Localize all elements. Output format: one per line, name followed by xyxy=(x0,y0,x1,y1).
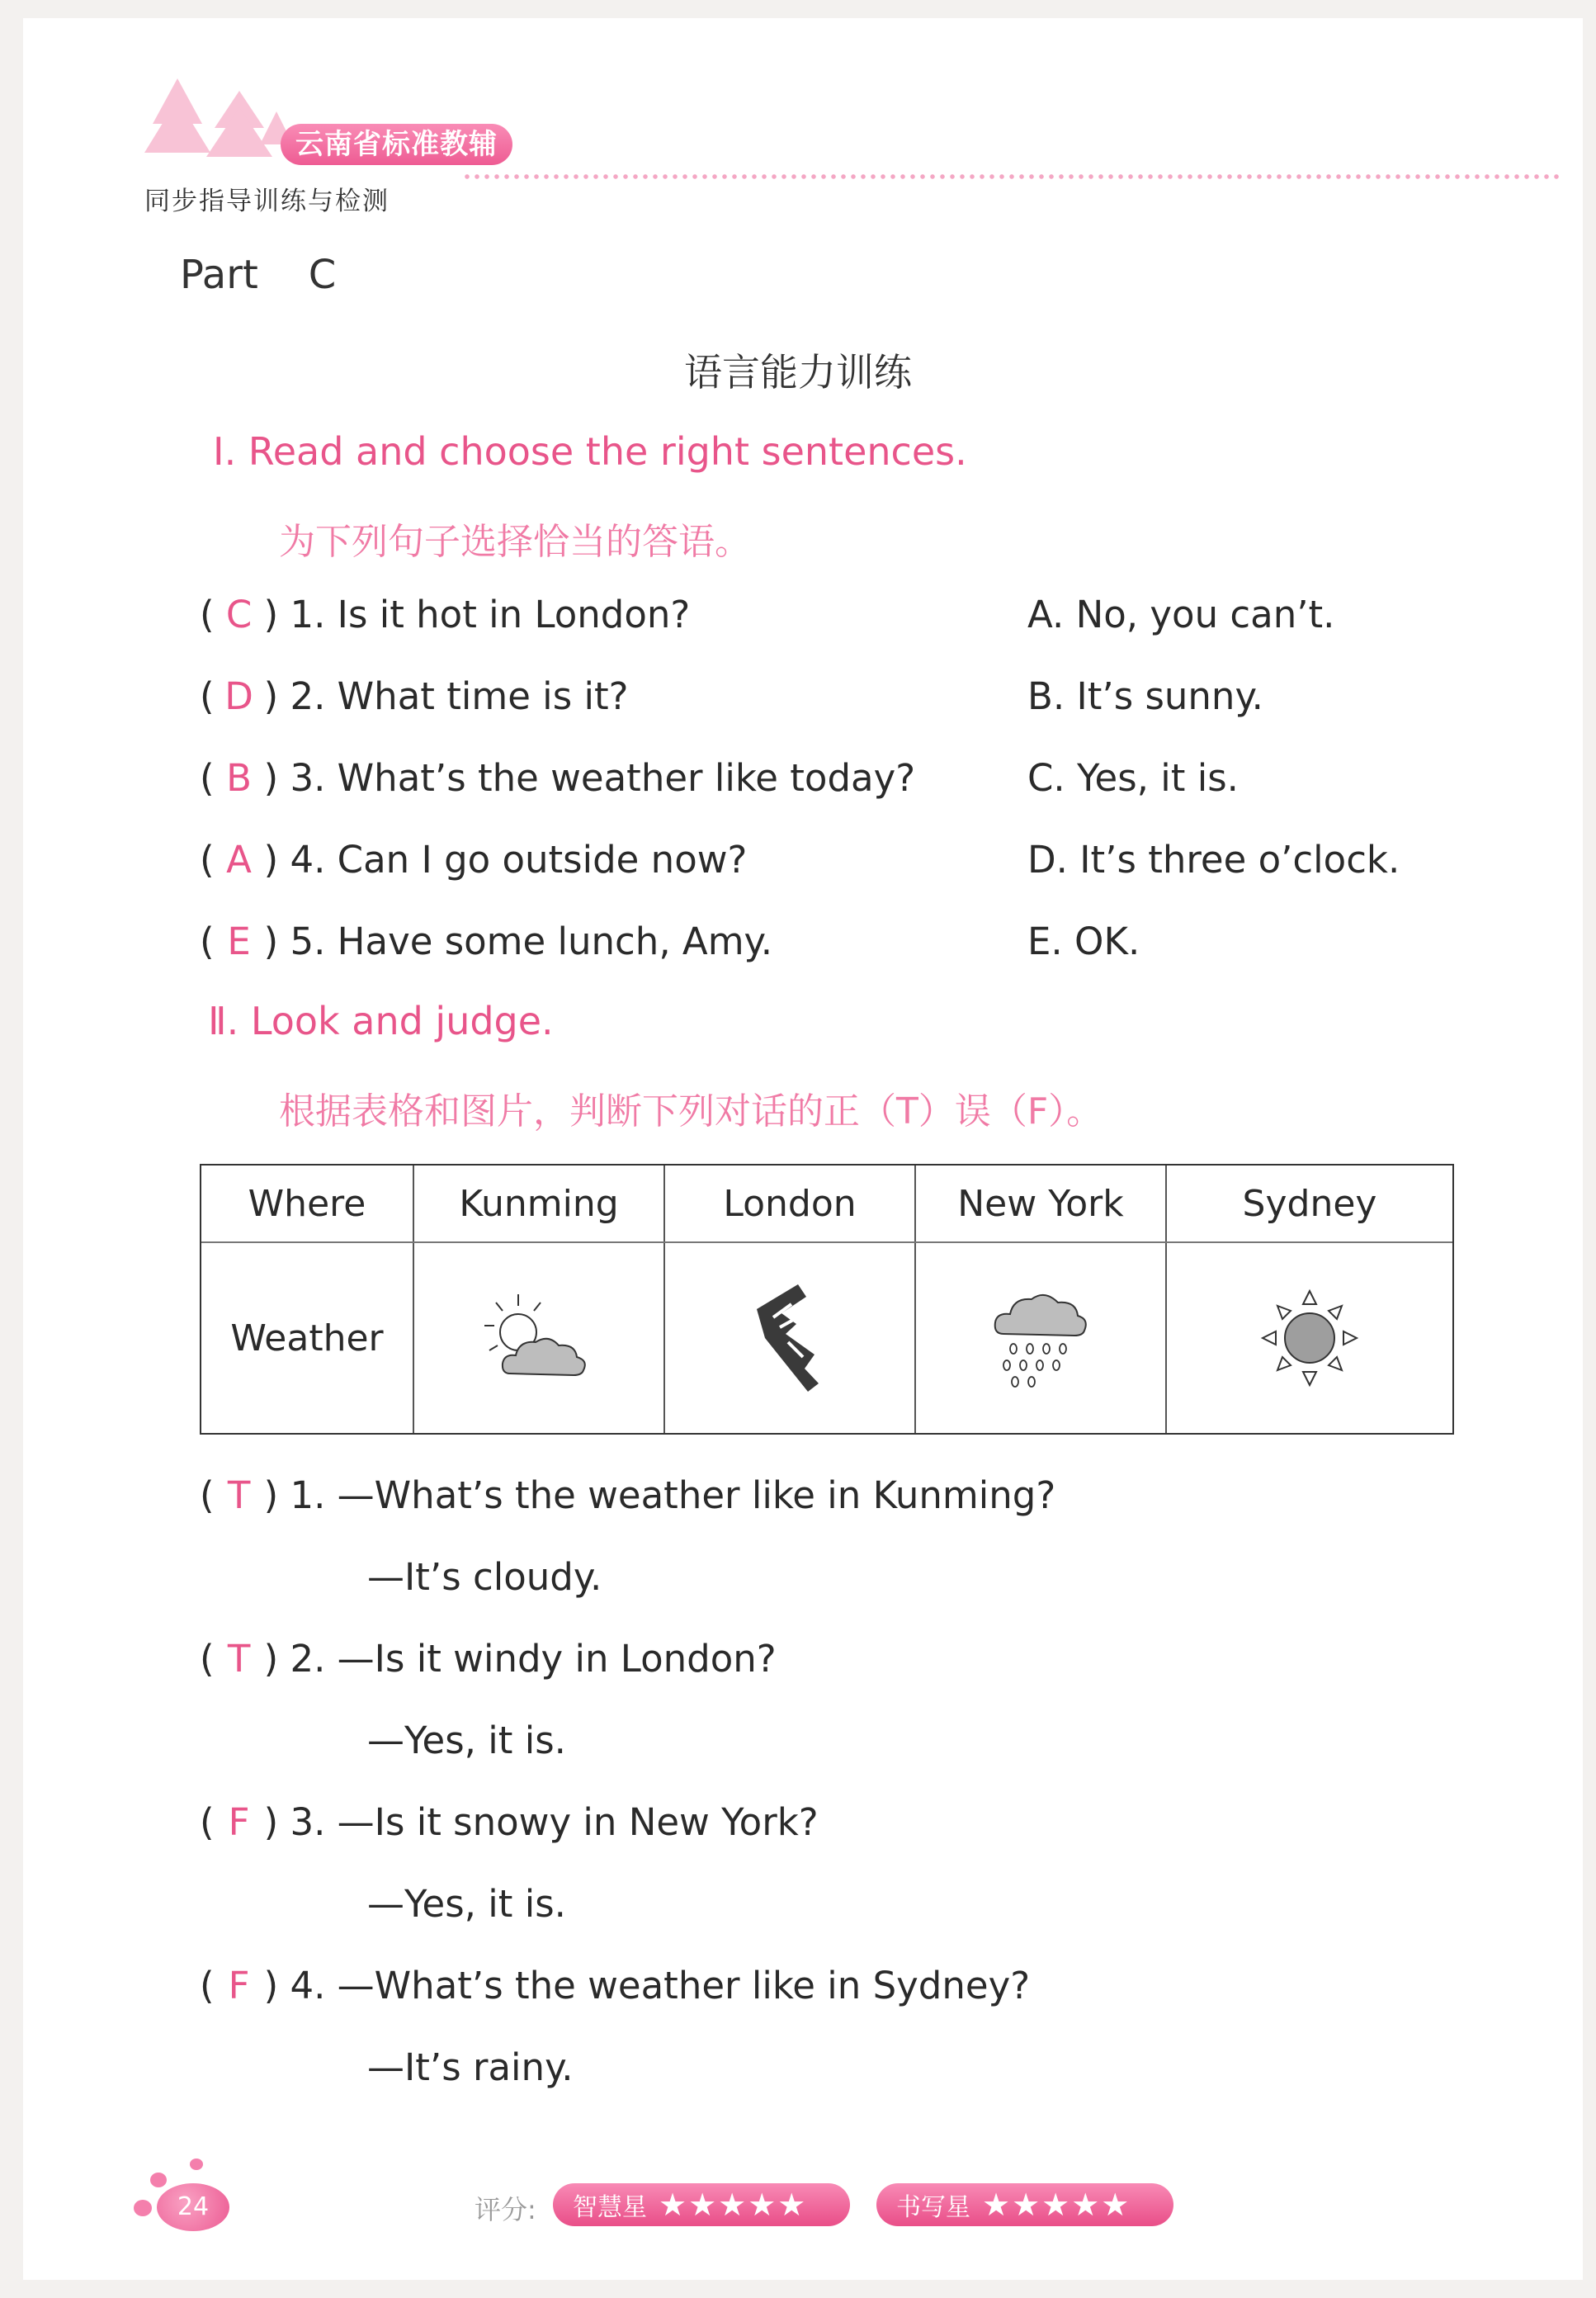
weather-cell-london xyxy=(665,1243,914,1433)
q2-heading: Ⅱ. Look and judge. xyxy=(208,999,554,1043)
q1-option-e: E. OK. xyxy=(1027,920,1140,963)
q2-item-2-reply: —Yes, it is. xyxy=(367,1719,566,1762)
answer-blank[interactable]: F xyxy=(228,1800,250,1844)
section-title: 语言能力训练 xyxy=(684,350,912,395)
q2-instruction: 根据表格和图片，判断下列对话的正（T）误（F）。 xyxy=(279,1090,1103,1132)
decor-dot xyxy=(150,2173,167,2187)
table-header-weather: Weather xyxy=(230,1317,384,1359)
header-dotted-line xyxy=(462,173,1560,180)
weather-cell-newyork xyxy=(916,1243,1165,1433)
writing-star-rating: 书写星 ★★★★★ xyxy=(876,2183,1173,2226)
answer-blank[interactable]: T xyxy=(227,1637,251,1681)
q2-item-3-reply: —Yes, it is. xyxy=(367,1882,566,1926)
answer-blank[interactable]: F xyxy=(228,1964,250,2007)
weather-table xyxy=(200,1164,1454,1435)
table-city-kunming: Kunming xyxy=(459,1182,619,1225)
page-number: 24 xyxy=(157,2183,229,2231)
windy-flag-icon xyxy=(740,1276,839,1400)
trees-logo-icon xyxy=(144,78,293,161)
q1-item-4: ( A ) 4. Can I go outside now? xyxy=(200,838,748,882)
part-title: Part C xyxy=(180,252,337,298)
book-subtitle: 同步指导训练与检测 xyxy=(144,187,390,216)
q1-item-1: ( C ) 1. Is it hot in London? xyxy=(200,593,691,636)
answer-blank[interactable]: B xyxy=(226,756,252,800)
q1-item-5: ( E ) 5. Have some lunch, Amy. xyxy=(200,920,773,963)
decor-dot xyxy=(190,2159,203,2170)
rain-cloud-icon xyxy=(979,1276,1103,1400)
decor-dot xyxy=(134,2200,152,2216)
q2-item-4: ( F ) 4. —What’s the weather like in Sydney? xyxy=(200,1964,1031,2007)
q1-item-2: ( D ) 2. What time is it? xyxy=(200,674,629,718)
q1-heading: Ⅰ. Read and choose the right sentences. xyxy=(213,429,967,474)
q2-item-1-reply: —It’s cloudy. xyxy=(367,1555,602,1599)
star-icon: ★★★★★ xyxy=(982,2187,1131,2223)
weather-cell-kunming xyxy=(414,1243,663,1433)
partly-cloudy-icon xyxy=(473,1284,605,1392)
series-badge: 云南省标准教辅 xyxy=(281,124,512,165)
q1-option-d: D. It’s three o’clock. xyxy=(1027,838,1400,882)
q2-item-2: ( T ) 2. —Is it windy in London? xyxy=(200,1637,777,1681)
table-header-where: Where xyxy=(248,1182,366,1225)
q1-option-a: A. No, you can’t. xyxy=(1027,593,1335,636)
q1-option-c: C. Yes, it is. xyxy=(1027,756,1239,800)
answer-blank[interactable]: D xyxy=(224,674,253,718)
table-city-london: London xyxy=(723,1182,857,1225)
q1-option-b: B. It’s sunny. xyxy=(1027,674,1263,718)
table-city-sydney: Sydney xyxy=(1242,1182,1377,1225)
weather-cell-sydney xyxy=(1167,1243,1452,1433)
star-icon: ★★★★★ xyxy=(659,2187,808,2223)
answer-blank[interactable]: T xyxy=(227,1473,251,1517)
q2-item-4-reply: —It’s rainy. xyxy=(367,2045,574,2089)
table-city-newyork: New York xyxy=(957,1182,1124,1225)
q2-item-1: ( T ) 1. —What’s the weather like in Kunming? xyxy=(200,1473,1056,1517)
answer-blank[interactable]: C xyxy=(225,593,253,636)
score-label: 评分: xyxy=(475,2194,536,2225)
answer-blank[interactable]: A xyxy=(226,838,252,882)
q1-item-3: ( B ) 3. What’s the weather like today? xyxy=(200,756,916,800)
wisdom-star-rating: 智慧星 ★★★★★ xyxy=(553,2183,850,2226)
answer-blank[interactable]: E xyxy=(227,920,251,963)
q1-instruction: 为下列句子选择恰当的答语。 xyxy=(279,521,751,563)
sun-icon xyxy=(1248,1276,1372,1400)
q2-item-3: ( F ) 3. —Is it snowy in New York? xyxy=(200,1800,819,1844)
